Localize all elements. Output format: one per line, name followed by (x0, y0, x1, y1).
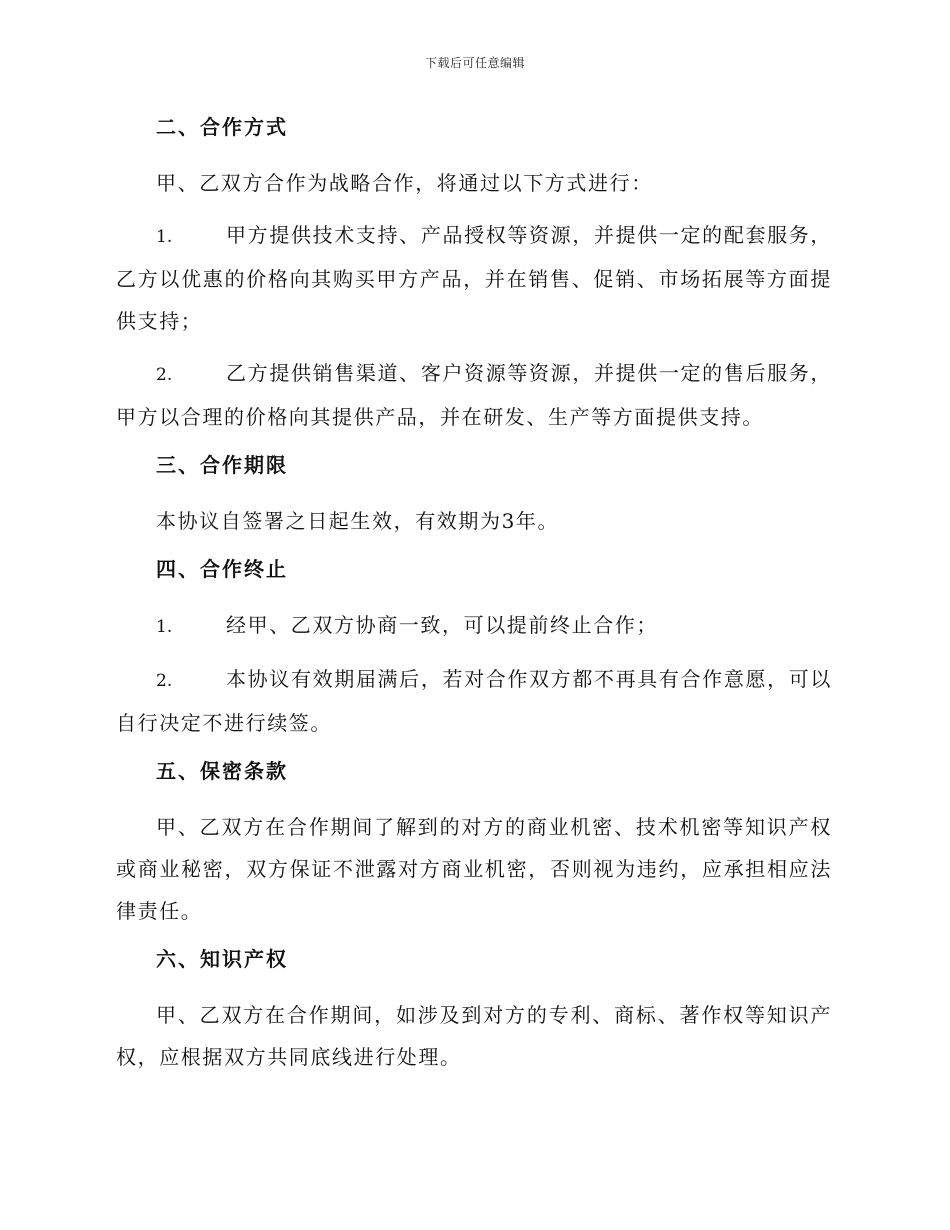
section-cooperation-term (116, 448, 832, 542)
document-body (116, 110, 832, 1088)
section-intro: 甲、乙双方合作为战略合作，将通过以下方式进行： (156, 171, 653, 195)
list-item-text: 本协议有效期届满后，若对合作双方都不再具有合作意愿，可以自行决定不进行续签。 (116, 667, 832, 735)
section-heading: 二、合作方式 (156, 115, 288, 139)
list-item-number: 1. (156, 617, 173, 637)
page-header: 下载后可任意编辑 (424, 56, 525, 70)
list-item (116, 604, 832, 648)
section-body: 本协议自签署之日起生效，有效期为3年。 (156, 509, 560, 533)
section-body: 甲、乙双方在合作期间，如涉及到对方的专利、商标、著作权等知识产权，应根据双方共同底线进行处理。 (116, 1003, 832, 1069)
list-item (116, 658, 832, 744)
section-cooperation-termination (116, 552, 832, 744)
list-item-text: 甲方提供技术支持、产品授权等资源，并提供一定的配套服务，乙方以优惠的价格向其购买甲方产品，并在销售、促销、市场拓展等方面提供支持； (116, 223, 832, 333)
list-item-text: 经甲、乙双方协商一致，可以提前终止合作； (226, 613, 658, 637)
section-heading: 五、保密条款 (156, 759, 288, 783)
list-item-text: 乙方提供销售渠道、客户资源等资源，并提供一定的售后服务，甲方以合理的价格向其提供产品，并在研发、生产等方面提供支持。 (116, 361, 832, 429)
section-heading: 三、合作期限 (156, 453, 288, 477)
list-item-number: 2. (156, 365, 173, 385)
section-cooperation-method (116, 110, 832, 438)
section-heading: 六、知识产权 (156, 947, 288, 971)
section-intellectual-property (116, 942, 832, 1078)
list-item (116, 214, 832, 342)
list-item-number: 1. (156, 227, 173, 247)
section-body: 甲、乙双方在合作期间了解到的对方的商业机密、技术机密等知识产权或商业秘密，双方保证不泄露对方商业机密，否则视为违约，应承担相应法律责任。 (116, 815, 832, 923)
list-item-number: 2. (156, 671, 173, 691)
section-heading: 四、合作终止 (156, 557, 288, 581)
list-item (116, 352, 832, 438)
section-confidentiality (116, 754, 832, 932)
